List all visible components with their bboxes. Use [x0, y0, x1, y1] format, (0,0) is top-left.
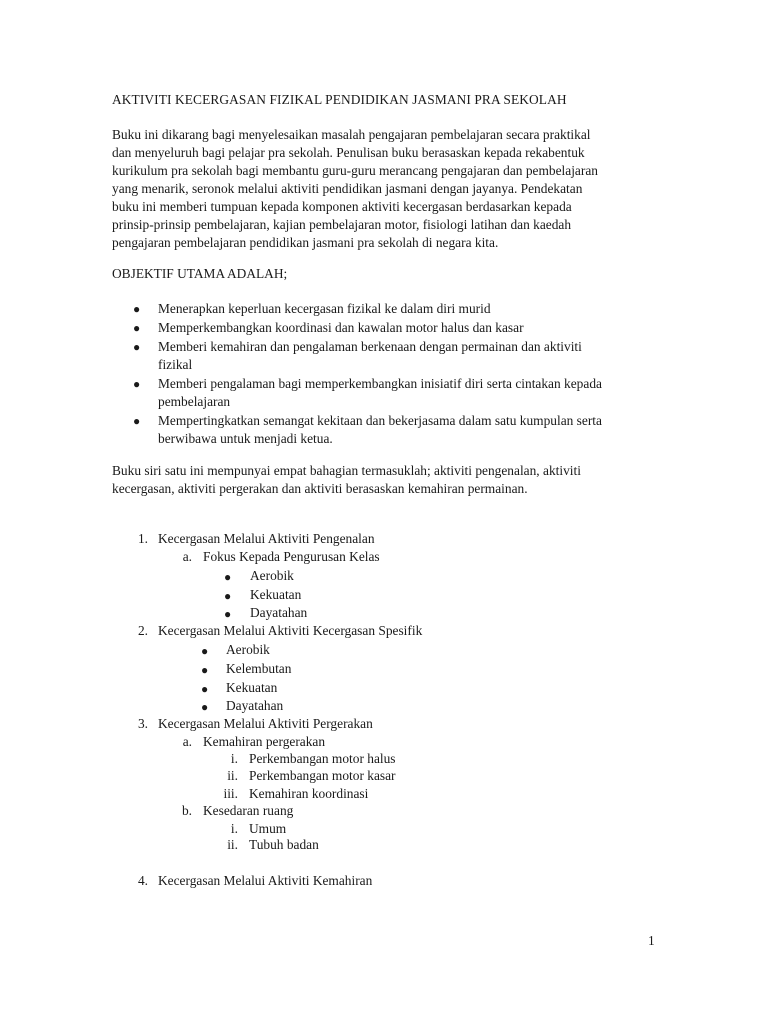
outline-item: Kemahiran koordinasi: [249, 786, 369, 801]
outline-subsection-title: Kesedaran ruang: [203, 803, 294, 818]
list-item-text: pembelajaran: [158, 394, 231, 409]
paragraph-line: pengajaran pembelajaran pendidikan jasmani pra sekolah di negara kita.: [112, 235, 499, 250]
outline-item: Kelembutan: [226, 661, 292, 676]
bullet-icon: ●: [201, 700, 209, 714]
outline-subsection-title: Fokus Kepada Pengurusan Kelas: [203, 549, 380, 564]
outline-item: Perkembangan motor halus: [249, 751, 396, 766]
outline-letter: b.: [181, 803, 192, 818]
outline-section-title: Kecergasan Melalui Aktiviti Kemahiran: [158, 873, 373, 888]
bullet-icon: ●: [224, 607, 232, 621]
outline-item: Kekuatan: [250, 587, 302, 602]
paragraph-line: prinsip-prinsip pembelajaran, kajian pembelajaran motor, fisiologi latihan dan kaedah: [112, 217, 572, 232]
bullet-icon: ●: [201, 682, 209, 696]
outline-roman: i.: [230, 751, 238, 766]
outline-subsection-title: Kemahiran pergerakan: [203, 734, 326, 749]
list-item: [112, 338, 672, 374]
outline-number: 4.: [137, 873, 148, 888]
bullet-icon: ●: [201, 644, 209, 658]
outline-item: Perkembangan motor kasar: [249, 768, 396, 783]
outline-item: Tubuh badan: [249, 837, 319, 852]
outline-roman: iii.: [223, 786, 238, 801]
paragraph-line: Buku ini dikarang bagi menyelesaikan masalah pengajaran pembelajaran secara praktikal: [112, 127, 591, 142]
list-item-text: Menerapkan keperluan kecergasan fizikal ke dalam diri murid: [158, 301, 491, 316]
list-item-text: fizikal: [158, 357, 193, 372]
list-item: [112, 375, 672, 411]
outline-letter: a.: [182, 549, 192, 564]
outline-number: 1.: [137, 531, 148, 546]
paragraph-line: Buku siri satu ini mempunyai empat bahagian termasuklah; aktiviti pengenalan, aktiviti: [112, 463, 581, 478]
outline-roman: ii.: [227, 768, 238, 783]
paragraph-line: dan menyeluruh bagi pelajar pra sekolah. Penulisan buku berasaskan kepada rekabentuk: [112, 145, 585, 160]
paragraph-line: kurikulum pra sekolah bagi membantu guru-guru merancang pengajaran dan pembelajaran: [112, 163, 598, 178]
intro-paragraph: [112, 126, 657, 252]
outline-item: Kekuatan: [226, 680, 278, 695]
list-item-text: Memberi kemahiran dan pengalaman berkenaan dengan permainan dan aktiviti: [158, 339, 582, 354]
list-item: [112, 412, 672, 448]
outline-item: Aerobik: [226, 642, 270, 657]
list-item-text: Mempertingkatkan semangat kekitaan dan bekerjasama dalam satu kumpulan serta: [158, 413, 602, 428]
list-item: [112, 319, 672, 337]
outline-section-title: Kecergasan Melalui Aktiviti Pergerakan: [158, 716, 373, 731]
outline-section-title: Kecergasan Melalui Aktiviti Pengenalan: [158, 531, 375, 546]
outline-roman: ii.: [227, 837, 238, 852]
outline-letter: a.: [182, 734, 192, 749]
outline-number: 2.: [137, 623, 148, 638]
list-item-text: Memberi pengalaman bagi memperkembangkan inisiatif diri serta cintakan kepada: [158, 376, 602, 391]
paragraph-line: yang menarik, seronok melalui aktiviti pendidikan jasmani dengan jayanya. Pendekatan: [112, 181, 583, 196]
paragraph-line: kecergasan, aktiviti pergerakan dan aktiviti berasaskan kemahiran permainan.: [112, 481, 528, 496]
outline-item: Umum: [249, 821, 287, 836]
outline-section-title: Kecergasan Melalui Aktiviti Kecergasan Spesifik: [158, 623, 423, 638]
bullet-icon: ●: [201, 663, 209, 677]
bullet-icon: ●: [133, 302, 141, 316]
document-title: AKTIVITI KECERGASAN FIZIKAL PENDIDIKAN JASMANI PRA SEKOLAH: [112, 92, 567, 107]
bullet-icon: ●: [133, 321, 141, 335]
bullet-icon: ●: [133, 377, 141, 391]
outline-item: Dayatahan: [226, 698, 284, 713]
bullet-icon: ●: [224, 570, 232, 584]
page-number: 1: [648, 933, 655, 948]
outline-number: 3.: [137, 716, 148, 731]
objectives-list: [112, 300, 672, 449]
paragraph-line: buku ini memberi tumpuan kepada komponen aktiviti kecergasan berdasarkan kepada: [112, 199, 572, 214]
list-item-text: berwibawa untuk menjadi ketua.: [158, 431, 333, 446]
list-item: [112, 300, 672, 318]
bullet-icon: ●: [133, 414, 141, 428]
outline-roman: i.: [230, 821, 238, 836]
outline-item: Aerobik: [250, 568, 294, 583]
outline-item: Dayatahan: [250, 605, 308, 620]
list-item-text: Memperkembangkan koordinasi dan kawalan motor halus dan kasar: [158, 320, 524, 335]
bullet-icon: ●: [224, 589, 232, 603]
summary-paragraph: [112, 462, 657, 498]
bullet-icon: ●: [133, 340, 141, 354]
objective-heading: OBJEKTIF UTAMA ADALAH;: [112, 266, 288, 281]
